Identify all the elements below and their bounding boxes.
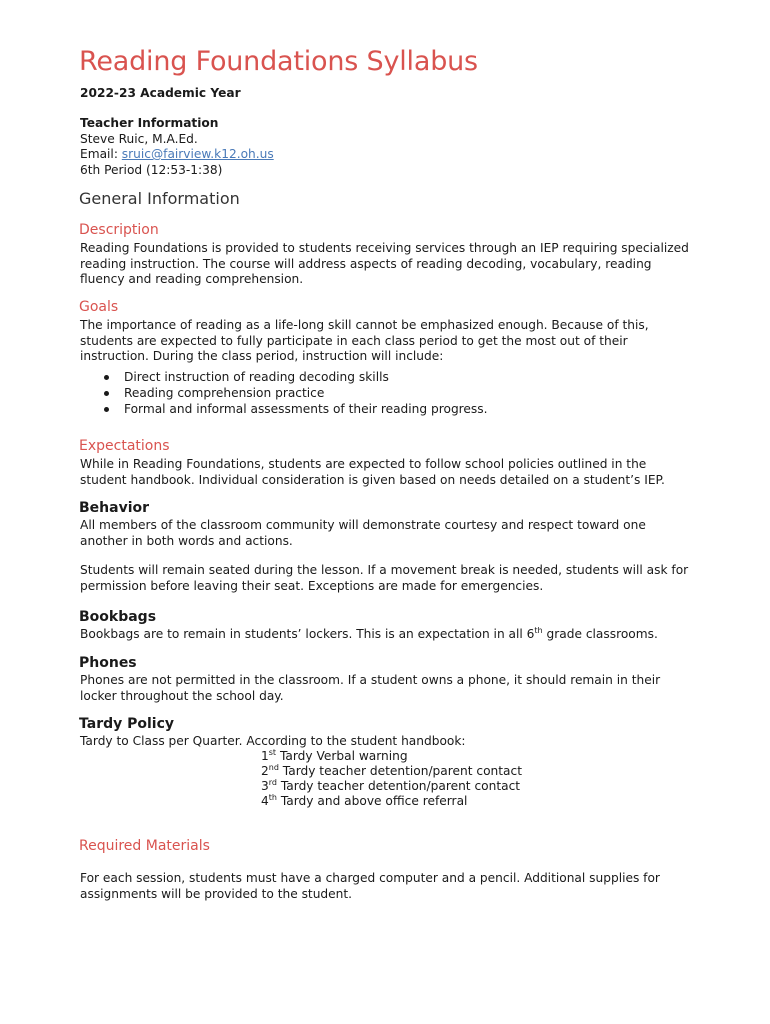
goals-list [80,370,488,418]
expectations-text: While in Reading Foundations, students are expected to follow school policies outlined in the student handbook. Individual consideration is given based on needs detailed on a student’s IEP. [80,457,665,487]
goals-heading: Goals [79,299,119,315]
academic-year: 2022-23 Academic Year [80,86,241,100]
list-item: Formal and informal assessments of their reading progress. [80,402,488,418]
tardy-intro: Tardy to Class per Quarter. According to the student handbook: [80,734,466,748]
list-item: Reading comprehension practice [80,386,488,402]
tardy-item: 3rd Tardy teacher detention/parent contact [261,778,521,793]
teacher-email-row [80,147,692,163]
list-item: Direct instruction of reading decoding skills [80,370,488,386]
teacher-info-heading: Teacher Information [80,116,219,130]
materials-heading: Required Materials [79,838,210,854]
behavior-text-1: All members of the classroom community will demonstrate courtesy and respect toward one another in both words and actions. [80,518,646,548]
description-heading: Description [79,222,159,238]
behavior-text-2: Students will remain seated during the lesson. If a movement break is needed, students will ask for permission before leaving their seat. Exceptions are made for emergencies. [80,563,689,593]
email-label: Email: [80,147,122,161]
phones-heading: Phones [79,655,137,671]
class-period: 6th Period (12:53-1:38) [80,162,223,177]
expectations-heading: Expectations [79,438,170,454]
tardy-item: 2nd Tardy teacher detention/parent contact [261,763,522,778]
bullet-icon [104,391,109,396]
teacher-info [80,116,692,178]
bullet-icon [104,407,109,412]
bookbags-heading: Bookbags [79,609,157,625]
bookbags-text: Bookbags are to remain in students’ lockers. This is an expectation in all 6th grade classrooms. [80,626,658,641]
tardy-item: 4th Tardy and above office referral [261,793,468,808]
description-text: Reading Foundations is provided to students receiving services through an IEP requiring specialized reading instruction. The course will address aspects of reading decoding, vocabulary, reading fluency and reading comprehension. [80,241,689,286]
materials-text: For each session, students must have a charged computer and a pencil. Additional supplies for assignments will be provided to the student. [80,871,660,901]
goals-text: The importance of reading as a life-long skill cannot be emphasized enough. Because of this, students are expected to fully participate in each class period to get the most out of their instruction. During the class period, instruction will include: [80,318,649,363]
tardy-item: 1st Tardy Verbal warning [261,748,408,763]
teacher-name: Steve Ruic, M.A.Ed. [80,131,198,146]
behavior-heading: Behavior [79,500,150,516]
bullet-icon [104,375,109,380]
phones-text: Phones are not permitted in the classroom. If a student owns a phone, it should remain in their locker throughout the school day. [80,673,661,703]
page-title: Reading Foundations Syllabus [79,46,478,77]
general-info-heading: General Information [79,189,240,208]
email-link[interactable]: sruic@fairview.k12.oh.us [121,147,274,161]
tardy-heading: Tardy Policy [79,716,175,732]
